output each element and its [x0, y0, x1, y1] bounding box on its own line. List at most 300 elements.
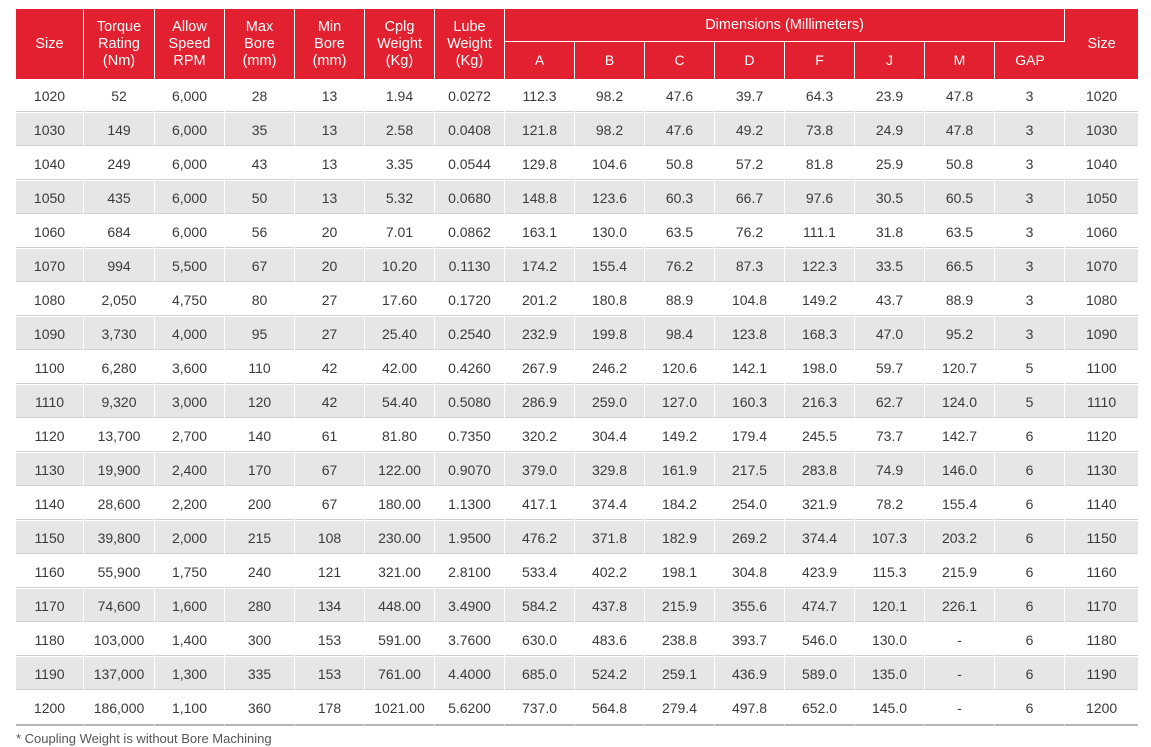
table-cell: 1150: [1065, 521, 1138, 555]
table-cell: 423.9: [785, 555, 855, 589]
table-cell: 47.6: [645, 113, 715, 147]
table-cell: 6: [995, 657, 1065, 691]
table-cell: 19,900: [84, 453, 155, 487]
table-cell: 2,400: [155, 453, 225, 487]
table-cell: 0.0544: [435, 147, 505, 181]
table-cell: 1110: [1065, 385, 1138, 419]
table-cell: 198.1: [645, 555, 715, 589]
table-cell: 4,000: [155, 317, 225, 351]
table-cell: 153: [295, 623, 365, 657]
table-row: [16, 623, 1138, 657]
table-cell: 1040: [16, 147, 84, 181]
table-cell: 402.2: [575, 555, 645, 589]
table-cell: 737.0: [505, 691, 575, 726]
table-cell: 417.1: [505, 487, 575, 521]
table-cell: 280: [225, 589, 295, 623]
table-cell: 0.5080: [435, 385, 505, 419]
table-cell: 1030: [16, 113, 84, 147]
table-cell: 42.00: [365, 351, 435, 385]
table-cell: 115.3: [855, 555, 925, 589]
table-cell: 153: [295, 657, 365, 691]
table-cell: 0.7350: [435, 419, 505, 453]
table-cell: 0.0862: [435, 215, 505, 249]
table-cell: 123.8: [715, 317, 785, 351]
table-cell: 6,000: [155, 215, 225, 249]
table-cell: 201.2: [505, 283, 575, 317]
table-cell: 50.8: [645, 147, 715, 181]
table-cell: 59.7: [855, 351, 925, 385]
table-cell: 170: [225, 453, 295, 487]
table-cell: 6: [995, 555, 1065, 589]
table-row: [16, 79, 1138, 113]
table-cell: -: [925, 623, 995, 657]
table-cell: 6,000: [155, 147, 225, 181]
header-dim-a: A: [505, 42, 575, 79]
table-cell: 7.01: [365, 215, 435, 249]
header-max-bore: Max Bore (mm): [225, 9, 295, 79]
table-cell: 24.9: [855, 113, 925, 147]
table-row: [16, 385, 1138, 419]
table-cell: 1020: [16, 79, 84, 113]
table-cell: 374.4: [575, 487, 645, 521]
table-row: [16, 113, 1138, 147]
table-cell: 67: [295, 453, 365, 487]
table-cell: 149.2: [785, 283, 855, 317]
table-cell: 630.0: [505, 623, 575, 657]
table-cell: 1.94: [365, 79, 435, 113]
table-cell: 245.5: [785, 419, 855, 453]
table-row: [16, 215, 1138, 249]
header-dim-gap: GAP: [995, 42, 1065, 79]
table-cell: 267.9: [505, 351, 575, 385]
table-cell: 215: [225, 521, 295, 555]
table-cell: 1040: [1065, 147, 1138, 181]
table-cell: 215.9: [645, 589, 715, 623]
table-cell: 95.2: [925, 317, 995, 351]
table-cell: 335: [225, 657, 295, 691]
table-cell: 64.3: [785, 79, 855, 113]
table-cell: 163.1: [505, 215, 575, 249]
table-cell: 184.2: [645, 487, 715, 521]
table-cell: 1140: [16, 487, 84, 521]
table-row: [16, 657, 1138, 691]
table-cell: 6: [995, 691, 1065, 726]
table-cell: 111.1: [785, 215, 855, 249]
table-cell: 180.8: [575, 283, 645, 317]
table-row: [16, 555, 1138, 589]
table-cell: 135.0: [855, 657, 925, 691]
table-cell: 393.7: [715, 623, 785, 657]
table-cell: 1,300: [155, 657, 225, 691]
table-cell: 62.7: [855, 385, 925, 419]
table-cell: 320.2: [505, 419, 575, 453]
header-size-left: Size: [16, 9, 84, 79]
table-cell: 81.80: [365, 419, 435, 453]
table-cell: 0.1720: [435, 283, 505, 317]
table-cell: 0.1130: [435, 249, 505, 283]
table-cell: 1180: [16, 623, 84, 657]
table-cell: 3,730: [84, 317, 155, 351]
table-cell: 3: [995, 79, 1065, 113]
table-cell: 217.5: [715, 453, 785, 487]
table-cell: 120.1: [855, 589, 925, 623]
table-cell: 121: [295, 555, 365, 589]
table-cell: 20: [295, 249, 365, 283]
table-cell: 60.5: [925, 181, 995, 215]
table-cell: 98.2: [575, 79, 645, 113]
header-lube-weight: Lube Weight (Kg): [435, 9, 505, 79]
table-cell: 304.4: [575, 419, 645, 453]
table-cell: 155.4: [925, 487, 995, 521]
header-torque-rating: Torque Rating (Nm): [84, 9, 155, 79]
table-cell: 95: [225, 317, 295, 351]
table-cell: 27: [295, 283, 365, 317]
table-cell: 546.0: [785, 623, 855, 657]
table-cell: 1100: [16, 351, 84, 385]
table-cell: 3: [995, 113, 1065, 147]
table-cell: 215.9: [925, 555, 995, 589]
table-cell: 1200: [16, 691, 84, 726]
table-cell: 6,000: [155, 113, 225, 147]
table-cell: 1080: [1065, 283, 1138, 317]
table-cell: 448.00: [365, 589, 435, 623]
table-cell: 50: [225, 181, 295, 215]
table-cell: 240: [225, 555, 295, 589]
table-cell: 1150: [16, 521, 84, 555]
table-cell: 6,000: [155, 79, 225, 113]
header-min-bore: Min Bore (mm): [295, 9, 365, 79]
table-cell: 1070: [16, 249, 84, 283]
table-cell: 6: [995, 589, 1065, 623]
table-cell: 304.8: [715, 555, 785, 589]
table-row: [16, 419, 1138, 453]
table-cell: 87.3: [715, 249, 785, 283]
table-cell: 103,000: [84, 623, 155, 657]
table-cell: 160.3: [715, 385, 785, 419]
table-cell: 25.40: [365, 317, 435, 351]
table-cell: 47.8: [925, 113, 995, 147]
table-cell: 2.58: [365, 113, 435, 147]
table-cell: 238.8: [645, 623, 715, 657]
header-allow-speed: Allow Speed RPM: [155, 9, 225, 79]
table-cell: 35: [225, 113, 295, 147]
table-cell: 107.3: [855, 521, 925, 555]
table-row: [16, 249, 1138, 283]
table-cell: 1100: [1065, 351, 1138, 385]
table-cell: 129.8: [505, 147, 575, 181]
table-cell: 2,050: [84, 283, 155, 317]
table-cell: 179.4: [715, 419, 785, 453]
table-cell: 3: [995, 317, 1065, 351]
table-cell: 1030: [1065, 113, 1138, 147]
table-cell: 1060: [1065, 215, 1138, 249]
table-cell: 27: [295, 317, 365, 351]
table-cell: 76.2: [645, 249, 715, 283]
table-cell: 9,320: [84, 385, 155, 419]
table-cell: 3.4900: [435, 589, 505, 623]
table-cell: 127.0: [645, 385, 715, 419]
table-cell: 533.4: [505, 555, 575, 589]
table-cell: 74.9: [855, 453, 925, 487]
table-cell: 4.4000: [435, 657, 505, 691]
table-cell: 591.00: [365, 623, 435, 657]
table-cell: 52: [84, 79, 155, 113]
table-cell: 39.7: [715, 79, 785, 113]
table-cell: 684: [84, 215, 155, 249]
table-cell: 2.8100: [435, 555, 505, 589]
table-cell: 67: [295, 487, 365, 521]
table-cell: 1160: [1065, 555, 1138, 589]
table-cell: 13,700: [84, 419, 155, 453]
table-cell: 3: [995, 181, 1065, 215]
header-dimensions-group: Dimensions (Millimeters): [505, 9, 1065, 42]
table-cell: 1,750: [155, 555, 225, 589]
table-row: [16, 691, 1138, 726]
table-cell: 50.8: [925, 147, 995, 181]
table-cell: 435: [84, 181, 155, 215]
table-cell: 42: [295, 351, 365, 385]
table-cell: 1120: [1065, 419, 1138, 453]
table-row: [16, 181, 1138, 215]
table-cell: 47.8: [925, 79, 995, 113]
table-cell: 1,100: [155, 691, 225, 726]
table-cell: 279.4: [645, 691, 715, 726]
table-cell: 329.8: [575, 453, 645, 487]
table-cell: 121.8: [505, 113, 575, 147]
table-cell: 1080: [16, 283, 84, 317]
table-cell: 60.3: [645, 181, 715, 215]
table-cell: 300: [225, 623, 295, 657]
table-cell: 161.9: [645, 453, 715, 487]
table-cell: 54.40: [365, 385, 435, 419]
table-cell: 23.9: [855, 79, 925, 113]
table-cell: 17.60: [365, 283, 435, 317]
table-row: [16, 317, 1138, 351]
table-cell: 55,900: [84, 555, 155, 589]
table-cell: 6,280: [84, 351, 155, 385]
table-cell: 286.9: [505, 385, 575, 419]
table-cell: 0.0680: [435, 181, 505, 215]
table-cell: 3.7600: [435, 623, 505, 657]
table-cell: 130.0: [575, 215, 645, 249]
table-cell: 483.6: [575, 623, 645, 657]
table-cell: 20: [295, 215, 365, 249]
table-cell: 5: [995, 351, 1065, 385]
table-cell: 1140: [1065, 487, 1138, 521]
table-cell: 259.0: [575, 385, 645, 419]
table-cell: 652.0: [785, 691, 855, 726]
table-cell: 3: [995, 215, 1065, 249]
table-cell: 2,000: [155, 521, 225, 555]
table-cell: 232.9: [505, 317, 575, 351]
table-cell: 73.8: [785, 113, 855, 147]
table-cell: 104.8: [715, 283, 785, 317]
table-cell: 67: [225, 249, 295, 283]
table-cell: 149: [84, 113, 155, 147]
table-cell: 360: [225, 691, 295, 726]
table-cell: 476.2: [505, 521, 575, 555]
table-cell: 5: [995, 385, 1065, 419]
table-cell: 203.2: [925, 521, 995, 555]
table-cell: 28,600: [84, 487, 155, 521]
table-cell: 1050: [1065, 181, 1138, 215]
table-cell: 56: [225, 215, 295, 249]
table-cell: 110: [225, 351, 295, 385]
table-cell: 145.0: [855, 691, 925, 726]
table-cell: 994: [84, 249, 155, 283]
table-cell: 524.2: [575, 657, 645, 691]
table-cell: 6: [995, 487, 1065, 521]
table-cell: 3: [995, 283, 1065, 317]
table-cell: 130.0: [855, 623, 925, 657]
footnote: * Coupling Weight is without Bore Machining: [16, 731, 272, 746]
table-cell: 1,400: [155, 623, 225, 657]
table-cell: 0.4260: [435, 351, 505, 385]
table-cell: 25.9: [855, 147, 925, 181]
table-cell: 5,500: [155, 249, 225, 283]
table-cell: 437.8: [575, 589, 645, 623]
table-cell: 120: [225, 385, 295, 419]
table-cell: -: [925, 691, 995, 726]
table-cell: 584.2: [505, 589, 575, 623]
table-cell: 254.0: [715, 487, 785, 521]
table-cell: 685.0: [505, 657, 575, 691]
table-cell: 142.7: [925, 419, 995, 453]
table-cell: 140: [225, 419, 295, 453]
table-cell: 355.6: [715, 589, 785, 623]
table-cell: 137,000: [84, 657, 155, 691]
table-cell: 81.8: [785, 147, 855, 181]
table-row: [16, 589, 1138, 623]
table-cell: 474.7: [785, 589, 855, 623]
table-cell: 216.3: [785, 385, 855, 419]
table-cell: 3: [995, 147, 1065, 181]
table-cell: 108: [295, 521, 365, 555]
table-cell: 13: [295, 113, 365, 147]
table-cell: 589.0: [785, 657, 855, 691]
table-cell: 246.2: [575, 351, 645, 385]
header-size-right: Size: [1065, 9, 1138, 79]
table-row: [16, 351, 1138, 385]
table-cell: 63.5: [645, 215, 715, 249]
table-row: [16, 521, 1138, 555]
table-cell: 2,700: [155, 419, 225, 453]
table-cell: 97.6: [785, 181, 855, 215]
table-cell: 1.1300: [435, 487, 505, 521]
table-cell: 1110: [16, 385, 84, 419]
table-cell: 43.7: [855, 283, 925, 317]
table-cell: 0.9070: [435, 453, 505, 487]
table-cell: 33.5: [855, 249, 925, 283]
table-cell: 13: [295, 147, 365, 181]
table-cell: 122.00: [365, 453, 435, 487]
table-cell: 80: [225, 283, 295, 317]
table-cell: 0.0408: [435, 113, 505, 147]
table-cell: 198.0: [785, 351, 855, 385]
table-cell: 112.3: [505, 79, 575, 113]
table-cell: 47.0: [855, 317, 925, 351]
table-cell: 761.00: [365, 657, 435, 691]
table-cell: 1170: [1065, 589, 1138, 623]
table-cell: 120.7: [925, 351, 995, 385]
table-cell: 1160: [16, 555, 84, 589]
table-cell: 1130: [16, 453, 84, 487]
table-cell: 230.00: [365, 521, 435, 555]
header-dim-f: F: [785, 42, 855, 79]
table-cell: 321.00: [365, 555, 435, 589]
table-cell: 1050: [16, 181, 84, 215]
table-cell: 564.8: [575, 691, 645, 726]
table-cell: 180.00: [365, 487, 435, 521]
table-cell: 134: [295, 589, 365, 623]
table-cell: 1170: [16, 589, 84, 623]
table-cell: 66.7: [715, 181, 785, 215]
table-cell: 1200: [1065, 691, 1138, 726]
table-cell: 4,750: [155, 283, 225, 317]
header-cplg-weight: Cplg Weight (Kg): [365, 9, 435, 79]
table-cell: 3: [995, 249, 1065, 283]
table-cell: 321.9: [785, 487, 855, 521]
table-cell: 3,000: [155, 385, 225, 419]
table-cell: 63.5: [925, 215, 995, 249]
table-cell: 120.6: [645, 351, 715, 385]
table-cell: 155.4: [575, 249, 645, 283]
table-cell: 168.3: [785, 317, 855, 351]
table-cell: 1070: [1065, 249, 1138, 283]
table-row: [16, 283, 1138, 317]
table-cell: 1190: [16, 657, 84, 691]
table-cell: 49.2: [715, 113, 785, 147]
table-cell: 73.7: [855, 419, 925, 453]
table-cell: 1130: [1065, 453, 1138, 487]
table-cell: 1180: [1065, 623, 1138, 657]
table-cell: 149.2: [645, 419, 715, 453]
table-cell: 28: [225, 79, 295, 113]
table-cell: 1,600: [155, 589, 225, 623]
table-cell: 78.2: [855, 487, 925, 521]
table-cell: 142.1: [715, 351, 785, 385]
table-cell: 1060: [16, 215, 84, 249]
table-cell: -: [925, 657, 995, 691]
table-cell: 1120: [16, 419, 84, 453]
table-cell: 1.9500: [435, 521, 505, 555]
header-dim-m: M: [925, 42, 995, 79]
table-cell: 76.2: [715, 215, 785, 249]
table-cell: 13: [295, 181, 365, 215]
table-cell: 259.1: [645, 657, 715, 691]
table-row: [16, 453, 1138, 487]
table-cell: 10.20: [365, 249, 435, 283]
table-cell: 0.2540: [435, 317, 505, 351]
table-cell: 371.8: [575, 521, 645, 555]
table-cell: 42: [295, 385, 365, 419]
table-cell: 88.9: [925, 283, 995, 317]
table-cell: 374.4: [785, 521, 855, 555]
table-cell: 57.2: [715, 147, 785, 181]
table-cell: 1190: [1065, 657, 1138, 691]
table-cell: 6: [995, 453, 1065, 487]
table-cell: 6: [995, 419, 1065, 453]
table-cell: 98.2: [575, 113, 645, 147]
table-cell: 66.5: [925, 249, 995, 283]
table-cell: 6,000: [155, 181, 225, 215]
table-cell: 283.8: [785, 453, 855, 487]
table-cell: 200: [225, 487, 295, 521]
table-cell: 226.1: [925, 589, 995, 623]
table-cell: 47.6: [645, 79, 715, 113]
table-cell: 5.32: [365, 181, 435, 215]
table-cell: 178: [295, 691, 365, 726]
